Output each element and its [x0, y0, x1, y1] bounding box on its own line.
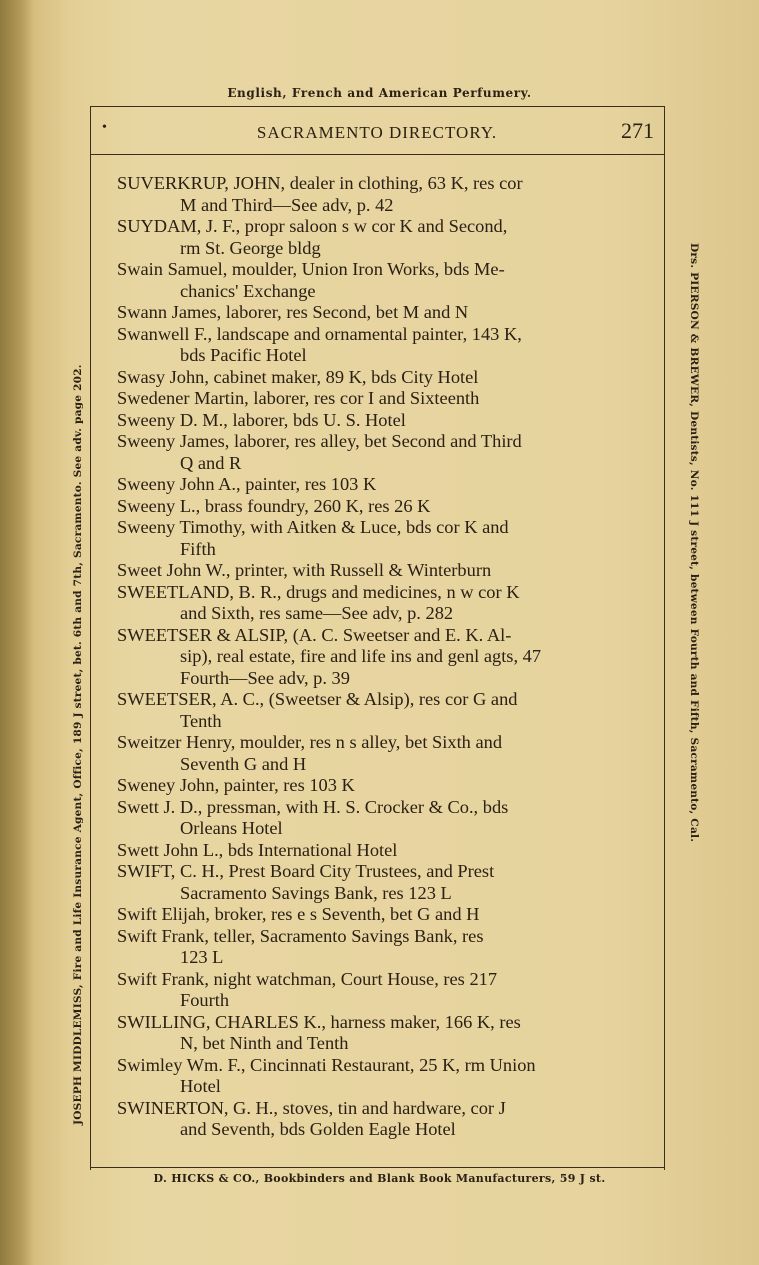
entry-line: Sweeny Timothy, with Aitken & Luce, bds cor K and	[117, 517, 509, 537]
entry-line: Swasy John, cabinet maker, 89 K, bds City Hotel	[117, 366, 479, 387]
entry-continuation-line: and Sixth, res same—See adv, p. 282	[180, 603, 454, 623]
left-margin-advertisement: JOSEPH MIDDLEMISS, Fire and Life Insurance Agent, Office, 189 J street, bet. 6th and 7th, Sacramento. See adv. page 202.	[72, 364, 84, 1125]
entry-line: Swett John L., bds International Hotel	[117, 839, 398, 860]
entry-continuation-line: Tenth	[180, 710, 222, 731]
directory-entry	[117, 388, 647, 410]
entry-line: SWEETSER, A. C., (Sweetser & Alsip), res cor G and	[117, 689, 518, 709]
directory-entry	[117, 560, 647, 582]
entry-line: Swann James, laborer, res Second, bet M and N	[117, 302, 469, 322]
entry-continuation-line: bds Pacific Hotel	[180, 345, 307, 365]
right-margin-advertisement: Drs. PIERSON & BREWER, Dentists, No. 111 J street, between Fourth and Fifth, Sacramento, Cal.	[688, 243, 700, 843]
entry-continuation-line: N, bet Ninth and Tenth	[180, 1033, 349, 1053]
directory-entry	[117, 582, 647, 625]
entry-line: SWIFT, C. H., Prest Board City Trustees, and Prest	[117, 861, 495, 881]
directory-entry	[117, 861, 647, 904]
directory-entry	[117, 797, 647, 840]
directory-entry	[117, 840, 647, 862]
entry-line: SWEETSER & ALSIP, (A. C. Sweetser and E. K. Al-	[117, 624, 512, 645]
entry-line: Sweeny James, laborer, res alley, bet Second and Third	[117, 431, 522, 451]
entry-line: Sweitzer Henry, moulder, res n s alley, bet Sixth and	[117, 732, 503, 752]
top-advertisement: English, French and American Perfumery.	[227, 86, 532, 100]
entry-line: Swift Frank, night watchman, Court House, res 217	[117, 968, 498, 989]
entry-continuation-line: Fourth	[180, 990, 230, 1010]
directory-entry	[117, 1012, 647, 1055]
entry-line: SWINERTON, G. H., stoves, tin and hardware, cor J	[117, 1097, 506, 1118]
directory-entry	[117, 324, 647, 367]
directory-entry	[117, 410, 647, 432]
directory-entry	[117, 302, 647, 324]
directory-entry	[117, 367, 647, 389]
directory-entry	[117, 259, 647, 302]
entry-continuation-line: Seventh G and H	[180, 753, 307, 774]
entry-line: Swain Samuel, moulder, Union Iron Works, bds Me-	[117, 259, 505, 279]
directory-entry	[117, 732, 647, 775]
entry-continuation-line: Fourth—See adv, p. 39	[180, 667, 350, 688]
entry-continuation-line: 123 L	[180, 947, 224, 967]
entry-continuation-line: Orleans Hotel	[180, 818, 283, 838]
entry-line: Swett J. D., pressman, with H. S. Crocker & Co., bds	[117, 796, 509, 817]
right-frame-rule	[664, 106, 665, 1170]
page-title: SACRAMENTO DIRECTORY.	[256, 123, 498, 142]
entry-line: Sweney John, painter, res 103 K	[117, 775, 355, 795]
header-top-rule	[90, 106, 664, 107]
entry-line: Swift Elijah, broker, res e s Seventh, bet G and H	[117, 904, 480, 924]
entry-line: Swift Frank, teller, Sacramento Savings Bank, res	[117, 925, 484, 946]
entry-line: Swimley Wm. F., Cincinnati Restaurant, 25 K, rm Union	[117, 1054, 536, 1075]
entry-line: Sweeny L., brass foundry, 260 K, res 26 K	[117, 495, 431, 516]
directory-entry	[117, 904, 647, 926]
footer-rule	[90, 1167, 664, 1168]
page-number: 271	[621, 118, 654, 143]
entry-line: SUVERKRUP, JOHN, dealer in clothing, 63 K, res cor	[117, 173, 523, 193]
header-bottom-rule	[90, 154, 664, 155]
directory-entry	[117, 775, 647, 797]
entry-continuation-line: rm St. George bldg	[180, 237, 321, 258]
running-header	[90, 118, 664, 148]
header-dot: •	[102, 120, 107, 135]
entry-line: SWILLING, CHARLES K., harness maker, 166 K, res	[117, 1011, 521, 1032]
entry-line: Swedener Martin, laborer, res cor I and Sixteenth	[117, 388, 480, 408]
entry-continuation-line: Sacramento Savings Bank, res 123 L	[180, 882, 452, 903]
directory-entry	[117, 1098, 647, 1141]
entry-line: Sweet John W., printer, with Russell & Winterburn	[117, 560, 492, 580]
entry-line: Sweeny D. M., laborer, bds U. S. Hotel	[117, 409, 406, 430]
entry-continuation-line: Hotel	[180, 1076, 221, 1096]
directory-entry	[117, 216, 647, 259]
page-binding-shadow	[0, 0, 34, 1265]
directory-entry	[117, 431, 647, 474]
left-frame-rule	[90, 106, 91, 1170]
directory-entry	[117, 926, 647, 969]
directory-entry	[117, 1055, 647, 1098]
entry-line: SUYDAM, J. F., propr saloon s w cor K and Second,	[117, 216, 508, 236]
directory-entry	[117, 173, 647, 216]
entry-continuation-line: Fifth	[180, 538, 216, 559]
bottom-advertisement: D. HICKS & CO., Bookbinders and Blank Book Manufacturers, 59 J st.	[153, 1172, 606, 1185]
directory-entry	[117, 969, 647, 1012]
directory-entry	[117, 689, 647, 732]
entry-continuation-line: chanics' Exchange	[180, 280, 316, 301]
entry-line: Swanwell F., landscape and ornamental painter, 143 K,	[117, 323, 522, 344]
directory-entries	[117, 173, 647, 1141]
entry-continuation-line: sip), real estate, fire and life ins and genl agts, 47	[180, 646, 542, 666]
entry-continuation-line: M and Third—See adv, p. 42	[180, 194, 394, 215]
directory-entry	[117, 517, 647, 560]
directory-entry	[117, 474, 647, 496]
entry-line: Sweeny John A., painter, res 103 K	[117, 474, 377, 494]
directory-entry	[117, 496, 647, 518]
directory-entry	[117, 625, 647, 690]
entry-continuation-line: and Seventh, bds Golden Eagle Hotel	[180, 1119, 456, 1139]
entry-continuation-line: Q and R	[180, 452, 242, 473]
entry-line: SWEETLAND, B. R., drugs and medicines, n w cor K	[117, 581, 520, 602]
